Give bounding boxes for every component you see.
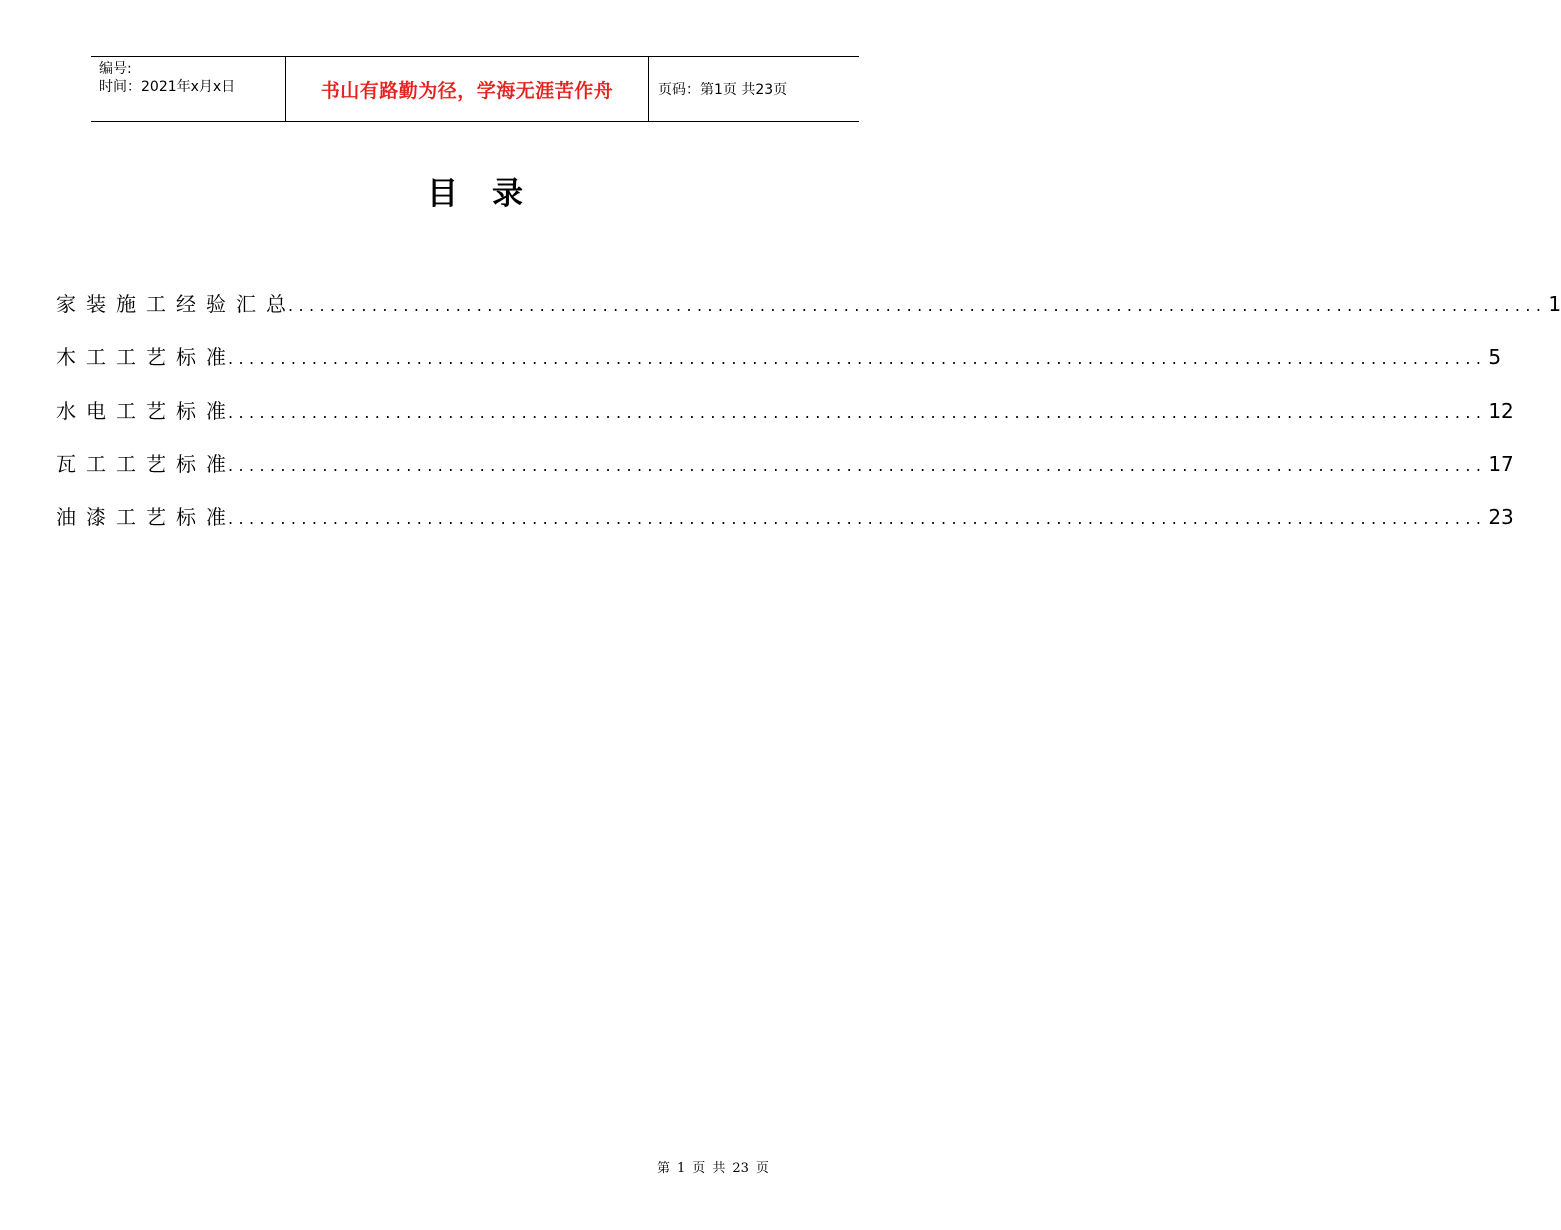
toc-entry[interactable] <box>56 446 1514 499</box>
toc-entry-page: 23 <box>1488 505 1514 530</box>
toc-dot-leader: ........................................................................................................................ <box>228 509 1487 529</box>
toc-entry-page: 17 <box>1488 451 1514 476</box>
footer-gong: 共 <box>712 1161 726 1176</box>
toc-entry-label: 木工工艺标准 <box>56 345 236 370</box>
toc-dot-leader: ........................................................................................................................ <box>228 349 1487 369</box>
header-page-info: 页码：第1页 共23页 <box>658 82 788 98</box>
page-title: 目录 <box>427 176 557 212</box>
table-of-contents <box>56 286 1561 552</box>
toc-entry-label: 水电工艺标准 <box>56 398 236 423</box>
header-meta-cell <box>91 57 286 121</box>
toc-entry[interactable] <box>56 339 1502 392</box>
toc-dot-leader: ........................................................................................................................ <box>228 402 1487 422</box>
header-motto: 书山有路勤为径，学海无涯苦作舟 <box>320 79 614 102</box>
footer-di: 第 <box>657 1161 671 1176</box>
footer-current-page: 1 <box>677 1161 686 1176</box>
toc-entry-page: 12 <box>1488 398 1514 423</box>
toc-dot-leader: ........................................................................................................................ <box>228 455 1487 475</box>
toc-entry-page: 5 <box>1488 345 1502 370</box>
footer-total-pages: 23 <box>732 1161 749 1176</box>
toc-entry[interactable] <box>56 393 1514 446</box>
header-motto-cell <box>286 57 649 121</box>
page-footer <box>657 1157 776 1176</box>
footer-ye: 页 <box>755 1161 769 1176</box>
footer-ye: 页 <box>692 1161 706 1176</box>
toc-entry-label: 油漆工艺标准 <box>56 505 236 530</box>
document-number-label: 编号: <box>99 61 132 77</box>
page-header-table <box>91 56 859 122</box>
document-time-label: 时间：2021年x月x日 <box>99 79 236 95</box>
toc-dot-leader: ........................................................................................................................ <box>288 296 1547 315</box>
toc-entry-page: 1 <box>1548 292 1561 316</box>
toc-entry[interactable] <box>56 499 1514 552</box>
toc-entry-label: 家装施工经验汇总 <box>56 292 296 316</box>
header-page-cell <box>649 57 859 121</box>
toc-entry-label: 瓦工工艺标准 <box>56 451 236 476</box>
toc-entry[interactable] <box>56 286 1561 339</box>
